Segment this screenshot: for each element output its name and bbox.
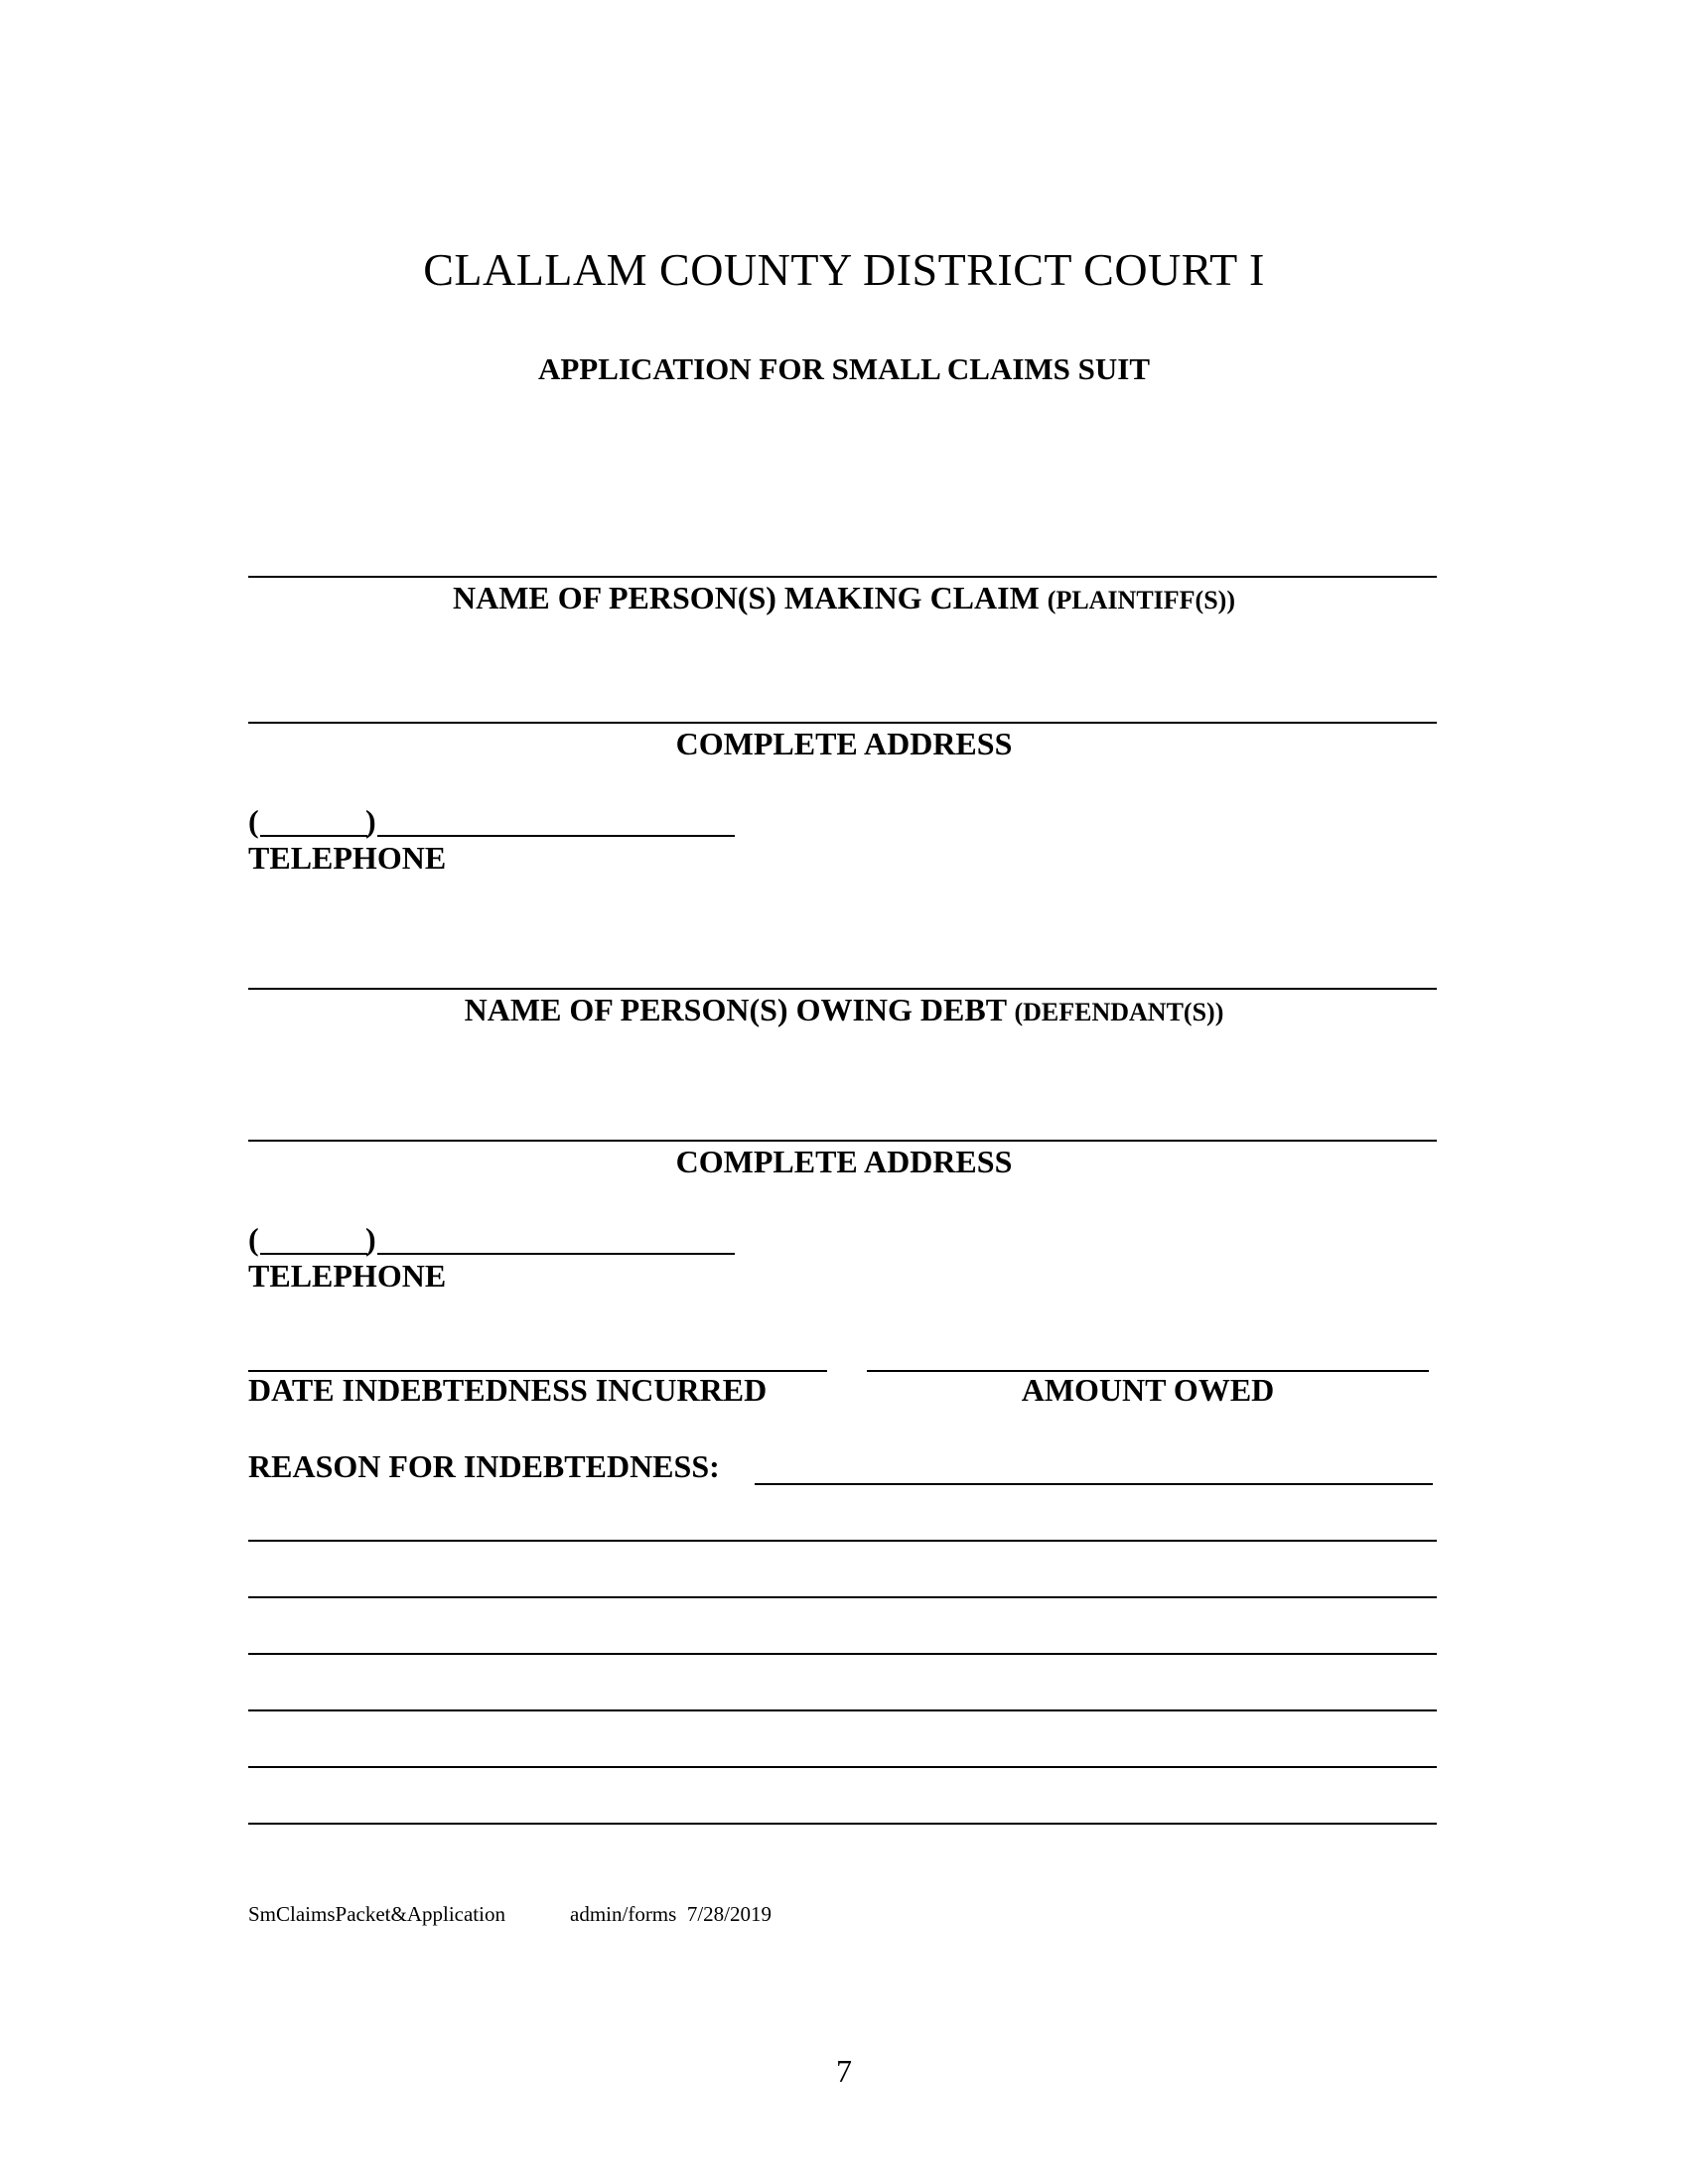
plaintiff-name-label xyxy=(248,580,1440,616)
area-code-close-paren: ) xyxy=(365,1221,376,1257)
area-code-close-paren: ) xyxy=(365,803,376,839)
plaintiff-name-label-main: NAME OF PERSON(S) MAKING CLAIM xyxy=(452,580,1040,615)
footer-packet-name: SmClaimsPacket&Application xyxy=(248,1902,505,1926)
area-code-open-paren: ( xyxy=(248,803,259,839)
reason-continuation-line[interactable] xyxy=(248,1766,1437,1768)
defendant-address-field[interactable] xyxy=(248,1140,1437,1142)
plaintiff-telephone-label: TELEPHONE xyxy=(248,840,447,876)
plaintiff-area-code-field[interactable] xyxy=(260,835,367,837)
footer-revision: admin/forms 7/28/2019 xyxy=(570,1902,772,1926)
defendant-address-label: COMPLETE ADDRESS xyxy=(675,1144,1013,1179)
form-title: APPLICATION FOR SMALL CLAIMS SUIT xyxy=(537,351,1151,386)
court-name: CLALLAM COUNTY DISTRICT COURT I xyxy=(423,244,1265,295)
plaintiff-name-field[interactable] xyxy=(248,576,1437,578)
defendant-telephone-field[interactable] xyxy=(248,1222,745,1256)
amount-owed-label: AMOUNT OWED xyxy=(1021,1372,1275,1408)
plaintiff-name-label-paren: (PLAINTIFF(S)) xyxy=(1047,586,1235,614)
defendant-telephone-label: TELEPHONE xyxy=(248,1258,447,1294)
reason-continuation-line[interactable] xyxy=(248,1823,1437,1825)
date-incurred-label: DATE INDEBTEDNESS INCURRED xyxy=(248,1372,768,1408)
plaintiff-phone-number-field[interactable] xyxy=(377,835,735,837)
page-number: 7 xyxy=(836,2053,852,2089)
reason-label: REASON FOR INDEBTEDNESS: xyxy=(248,1448,720,1484)
defendant-name-label xyxy=(248,992,1440,1028)
defendant-name-label-paren: (DEFENDANT(S)) xyxy=(1014,998,1224,1026)
reason-continuation-line[interactable] xyxy=(248,1596,1437,1598)
defendant-name-label-main: NAME OF PERSON(S) OWING DEBT xyxy=(464,992,1007,1027)
defendant-area-code-field[interactable] xyxy=(260,1253,367,1255)
reason-field[interactable] xyxy=(755,1483,1433,1485)
defendant-phone-number-field[interactable] xyxy=(377,1253,735,1255)
reason-continuation-line[interactable] xyxy=(248,1653,1437,1655)
reason-continuation-line[interactable] xyxy=(248,1540,1437,1542)
area-code-open-paren: ( xyxy=(248,1221,259,1257)
reason-continuation-line[interactable] xyxy=(248,1709,1437,1711)
plaintiff-telephone-field[interactable] xyxy=(248,804,745,838)
plaintiff-address-label: COMPLETE ADDRESS xyxy=(675,726,1013,761)
plaintiff-address-field[interactable] xyxy=(248,722,1437,724)
defendant-name-field[interactable] xyxy=(248,988,1437,990)
